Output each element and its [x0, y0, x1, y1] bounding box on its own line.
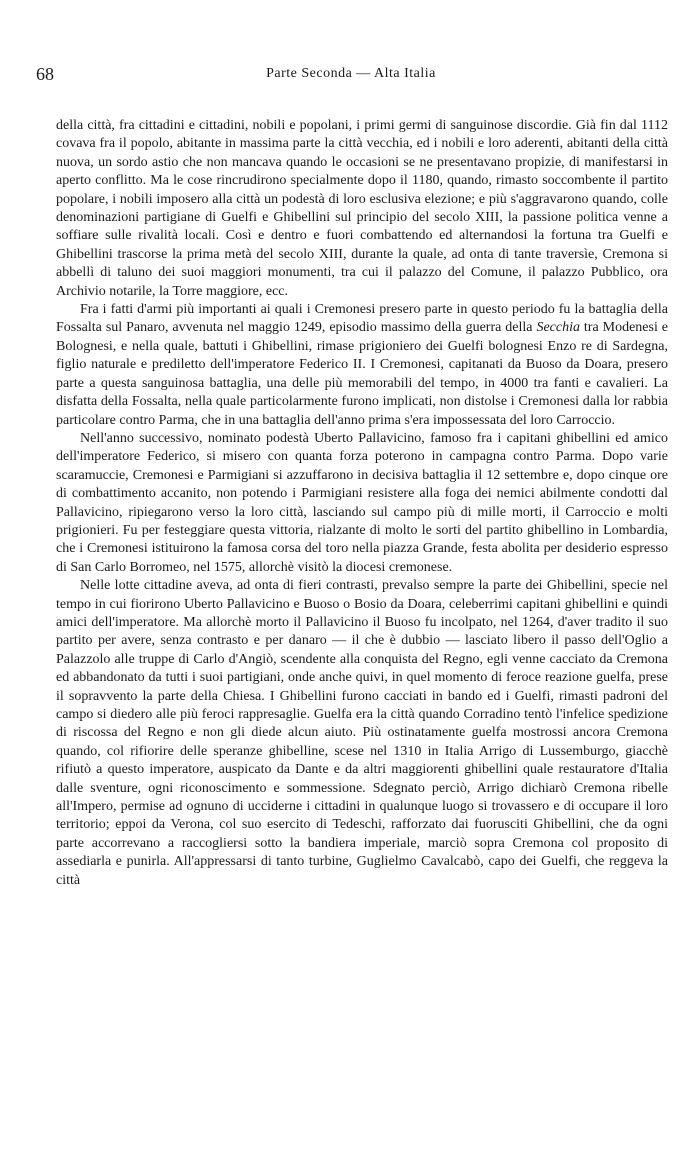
body-text — [56, 117, 668, 890]
paragraph: Fra i fatti d'armi più importanti ai quali i Cremonesi presero parte in questo periodo fu la battaglia della Fossalta sul Panaro, avvenuta nel maggio 1249, episodio massimo della guerra della Secchia tra Modenesi e Bolognesi, e nella quale, battuti i Ghibellini, rimase prigioniero dei Guelfi bolognesi Enzo re di Sardegna, figlio naturale e prediletto dell'imperatore Federico II. I Cremonesi, capitanati da Buoso da Doara, presero parte a questa sanguinosa battaglia, una delle più memorabili del tempo, in 4000 tra fanti e cavalieri. La disfatta della Fossalta, nella quale particolarmente furono implicati, non distolse i Cremonesi dalla lor rabbia particolare contro Parma, che in una battaglia dell'anno prima s'era impossessata del loro Carroccio. — [56, 302, 668, 428]
paragraph: Nelle lotte cittadine aveva, ad onta di fieri contrasti, prevalso sempre la parte dei Ghibellini, specie nel tempo in cui fiorirono Uberto Pallavicino e Buoso o Bosio da Doara, celeberrimi capitani ghibellini e quindi amici dell'imperatore. Ma allorchè morto il Pallavicino il Buoso fu incolpato, nel 1264, d'aver tradito il suo partito per avere, senza contrasto e per danaro — il che è dubbio — lasciato libero il passo dell'Oglio a Palazzolo alle truppe di Carlo d'Angiò, scendente alla conquista del Regno, egli venne cacciato da Cremona ed abbandonato da tutti i suoi partigiani, onde anche quivi, in quel momento di feroce reazione guelfa, prese il sopravvento la parte della Chiesa. I Ghibellini furono cacciati in bando ed i Guelfi, rimasti padroni del campo si diedero alle più feroci rappresaglie. Guelfa era la città quando Corradino tentò l'infelice spedizione di riscossa del Regno e non gli diede alcun aiuto. Più ostinatamente guelfa mostrossi ancora Cremona quando, col rifiorire delle speranze ghibelline, scese nel 1310 in Italia Arrigo di Lussemburgo, giacchè rifiutò a questo imperatore, auspicato da Dante e da altri maggiorenti ghibellini quale restauratore d'Italia dalle sventure, ogni riconoscimento e sommessione. Sdegnato perciò, Arrigo dichiarò Cremona ribelle all'Impero, permise ad ognuno di ucciderne i cittadini in qualunque luogo si trovassero e di occupare il loro territorio; eppoi da Verona, col suo esercito di Tedeschi, rafforzato dai fuorusciti Ghibellini, che da ogni parte accorrevano a raccogliersi sotto la bandiera imperiale, marciò sopra Cremona col proposito di assediarla e punirla. All'appressarsi di tanto turbine, Guglielmo Cavalcabò, capo dei Guelfi, che reggeva la città — [56, 578, 668, 888]
paragraph: Nell'anno successivo, nominato podestà Uberto Pallavicino, famoso fra i capitani ghibellini ed amico dell'imperatore Federico, si misero con quanta forza poterono in campagna contro Parma. Dopo varie scaramuccie, Cremonesi e Parmigiani si azzuffarono in decisiva battaglia il 12 settembre e, dopo cinque ore di combattimento accanito, non potendo i Parmigiani resistere alla foga dei nemici abilmente condotti dal Pallavicino, ripiegarono verso la loro città, lasciando sul campo più di mille morti, il Carroccio e molti prigionieri. Fu per festeggiare questa vittoria, rialzante di molto le sorti del partito ghibellino in Lombardia, che i Cremonesi istituirono la famosa corsa del toro nella piazza Grande, festa abolita per desiderio espresso di San Carlo Borromeo, nel 1575, allorchè visitò la diocesi cremonese. — [56, 430, 668, 575]
italic-term: Secchia — [536, 320, 580, 336]
running-title: Parte Seconda — Alta Italia — [266, 66, 436, 81]
paragraph: della città, fra cittadini e cittadini, nobili e popolani, i primi germi di sanguinose discordie. Già fin dal 1112 covava fra il popolo, abitante in massima parte la città vecchia, ed i nobili e loro aderenti, abitanti della città nuova, un sordo astio che non mancava quando le occasioni se ne presentavano propizie, di manifestarsi in aperto conflitto. Ma le cose rincrudirono specialmente dopo il 1180, quando, rimasto soccombente il partito popolare, i nobili imposero alla città un podestà di loro esclusiva elezione; e più s'aggravarono quando, colle denominazioni partigiane di Guelfi e Ghibellini sul principio del secolo XIII, la passione politica venne a soffiare sulle rivalità locali. Così e dentro e fuori combattendo ed alternandosi la fortuna tra Guelfi e Ghibellini trascorse la prima metà del secolo XIII, durante la quale, ad onta di tante traversìe, Cremona si abbellì di taluno dei suoi maggiori monumenti, tra cui il palazzo del Comune, il palazzo Pubblico, ora Archivio notarile, la Torre maggiore, ecc. — [56, 118, 668, 299]
running-header — [36, 62, 666, 86]
page-number: 68 — [36, 64, 54, 84]
